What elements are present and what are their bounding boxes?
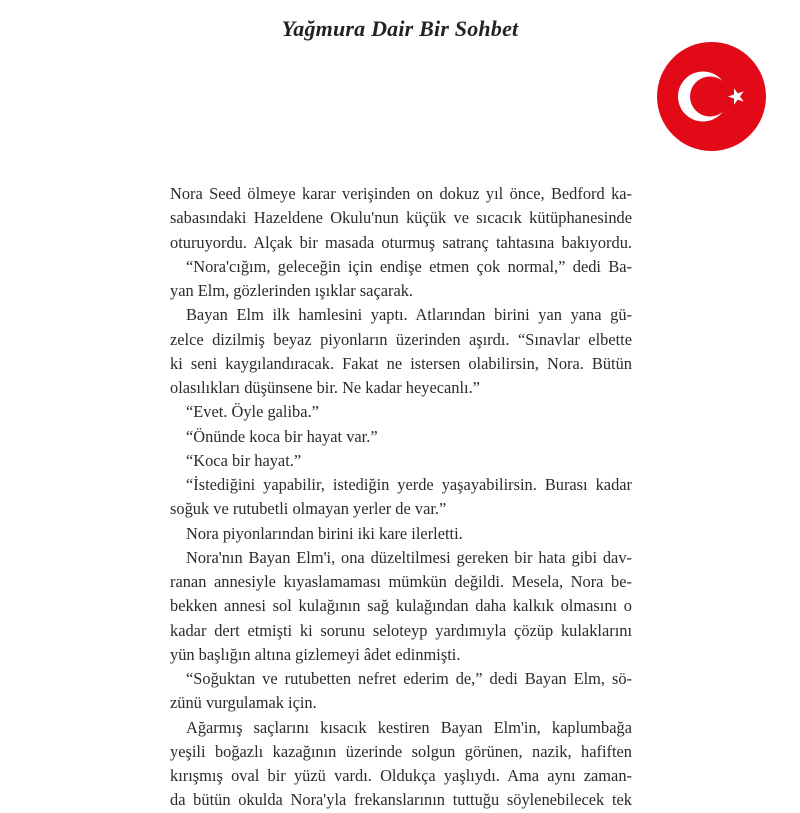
body-line: Ağarmış saçlarını kısacık kestiren Bayan Elm'in, kaplumbağa <box>186 717 632 737</box>
body-line: kırışmış oval bir yüzü vardı. Oldukça yaşlıydı. Ama aynı zaman- <box>170 766 632 785</box>
body-line: “Evet. Öyle galiba.” <box>186 402 319 422</box>
body-text <box>170 182 632 813</box>
body-line: “Nora'cığım, geleceğin için endişe etmen çok normal,” dedi Ba- <box>186 256 632 276</box>
body-line: soğuk ve rutubetli olmayan yerler de var.” <box>170 499 447 519</box>
body-line: olasılıkları düşünsene bir. Ne kadar heyecanlı.” <box>170 378 480 397</box>
body-line: oturuyordu. Alçak bir masada oturmuş satranç tahtasına bakıyordu. <box>170 232 632 252</box>
body-line: “İstediğini yapabilir, istediğin yerde yaşayabilirsin. Burası kadar <box>186 475 632 494</box>
body-line: yün başlığın altına gizlemeyi âdet edinmişti. <box>170 644 461 664</box>
chapter-title: Yağmura Dair Bir Sohbet <box>281 16 519 41</box>
body-line: yan Elm, gözlerinden ışıklar saçarak. <box>170 281 414 300</box>
body-line: “Önünde koca bir hayat var.” <box>186 426 378 446</box>
turkish-flag-icon <box>657 42 766 151</box>
body-line: Nora Seed ölmeye karar verişinden on dokuz yıl önce, Bedford ka- <box>170 184 632 203</box>
body-line: kadar dert etmişti ki sorunu seloteyp yardımıyla çözüp kulaklarını <box>170 620 632 640</box>
body-line: Bayan Elm ilk hamlesini yaptı. Atlarından birini yan yana gü- <box>186 305 632 325</box>
body-line: da bütün okulda Nora'yla frekanslarının tuttuğu söylenebilecek tek <box>170 790 632 810</box>
body-line: yeşili boğazlı kazağının üzerinde solgun görünen, nazik, hafiften <box>170 741 632 761</box>
body-line: bekken annesi sol kulağının sağ kulağından daha kalkık olmasını o <box>170 596 632 616</box>
body-line: “Soğuktan ve rutubetten nefret ederim de,” dedi Bayan Elm, sö- <box>186 669 632 688</box>
body-line: ranan annesiyle kıyaslamaması mümkün değildi. Mesela, Nora be- <box>170 572 632 591</box>
body-line: “Koca bir hayat.” <box>186 450 302 470</box>
body-line: Nora'nın Bayan Elm'i, ona düzeltilmesi gereken bir hata gibi dav- <box>186 547 632 567</box>
body-line: zünü vurgulamak için. <box>170 693 317 713</box>
body-line: Nora piyonlarından birini iki kare ilerletti. <box>186 523 463 543</box>
body-line: zelce dizilmiş beyaz piyonların üzerinden aşırdı. “Sınavlar elbette <box>170 329 632 349</box>
body-line: ki seni kaygılandıracak. Fakat ne istersen olabilirsin, Nora. Bütün <box>170 353 632 373</box>
body-line: sabasındaki Hazeldene Okulu'nun küçük ve sıcacık kütüphanesinde <box>170 208 632 228</box>
